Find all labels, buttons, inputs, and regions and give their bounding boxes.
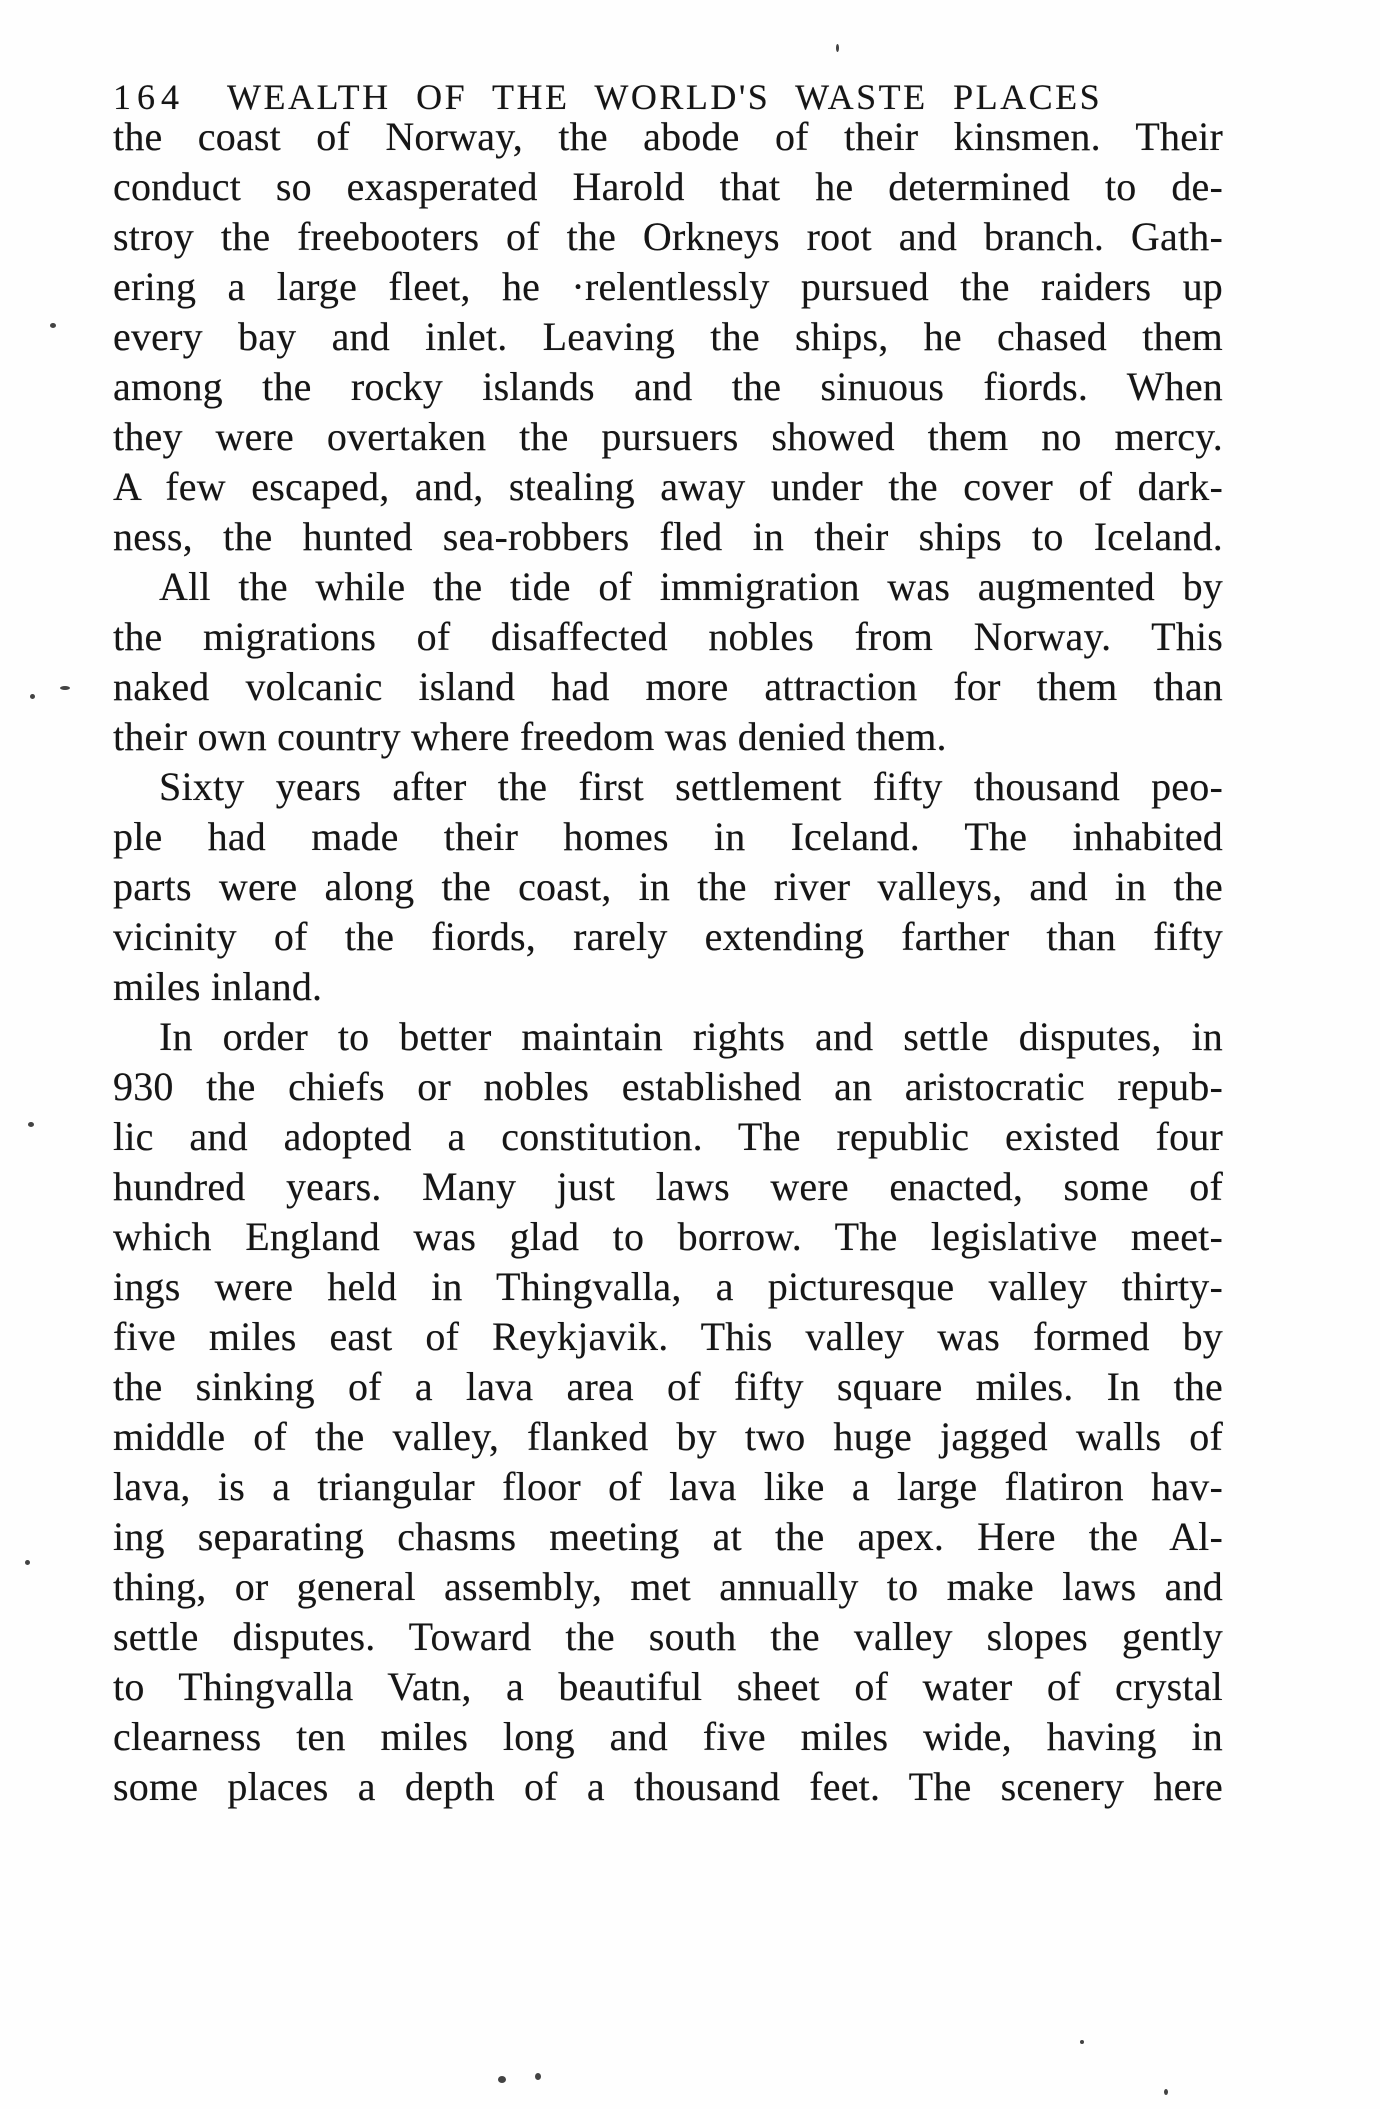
text-line: hundred years. Many just laws were enacted, some of — [113, 1164, 1223, 1209]
text-line: ple had made their homes in Iceland. The inhabited — [113, 814, 1223, 859]
text-line: which England was glad to borrow. The legislative meet- — [113, 1214, 1223, 1259]
text-line: clearness ten miles long and five miles wide, having in — [113, 1714, 1223, 1759]
text-line: 930 the chiefs or nobles established an aristocratic repub- — [113, 1064, 1223, 1109]
text-line: lava, is a triangular floor of lava like a large flatiron hav- — [113, 1464, 1223, 1509]
text-line: parts were along the coast, in the river valleys, and in the — [113, 864, 1223, 909]
text-line: lic and adopted a constitution. The republic existed four — [113, 1114, 1223, 1159]
text-line: In order to better maintain rights and settle disputes, in — [159, 1014, 1223, 1059]
text-line: the coast of Norway, the abode of their kinsmen. Their — [113, 114, 1223, 159]
scan-speck — [1080, 2040, 1084, 2044]
text-line: Sixty years after the first settlement fifty thousand peo- — [159, 764, 1223, 809]
text-line: middle of the valley, flanked by two huge jagged walls of — [113, 1414, 1223, 1459]
text-line: among the rocky islands and the sinuous fiords. When — [113, 364, 1223, 409]
scan-speck — [50, 323, 56, 328]
text-line: ing separating chasms meeting at the apex. Here the Al- — [113, 1514, 1223, 1559]
scan-speck — [836, 44, 839, 52]
text-line: ness, the hunted sea-robbers fled in their ships to Iceland. — [113, 514, 1223, 559]
text-line: five miles east of Reykjavik. This valley was formed by — [113, 1314, 1223, 1359]
scan-speck — [1164, 2089, 1168, 2095]
page-header — [113, 78, 1223, 116]
text-line: ering a large fleet, he ·relentlessly pursued the raiders up — [113, 264, 1223, 309]
scan-speck — [28, 1122, 34, 1127]
text-line: vicinity of the fiords, rarely extending farther than fifty — [113, 914, 1223, 959]
text-line: every bay and inlet. Leaving the ships, he chased them — [113, 314, 1223, 359]
text-line: ings were held in Thingvalla, a picturesque valley thirty- — [113, 1264, 1223, 1309]
scan-speck — [498, 2076, 506, 2083]
text-line: settle disputes. Toward the south the valley slopes gently — [113, 1614, 1223, 1659]
text-line: the sinking of a lava area of fifty square miles. In the — [113, 1364, 1223, 1409]
scan-speck — [60, 686, 70, 690]
scan-speck — [30, 694, 35, 699]
text-line: A few escaped, and, stealing away under the cover of dark- — [113, 464, 1223, 509]
text-line: some places a depth of a thousand feet. The scenery here — [113, 1764, 1223, 1809]
text-line: to Thingvalla Vatn, a beautiful sheet of water of crystal — [113, 1664, 1223, 1709]
text-line: All the while the tide of immigration was augmented by — [159, 564, 1223, 609]
page-number: 164 — [113, 77, 185, 117]
running-title: WEALTH OF THE WORLD'S WASTE PLACES — [227, 77, 1103, 117]
text-line: they were overtaken the pursuers showed them no mercy. — [113, 414, 1223, 459]
text-line: thing, or general assembly, met annually to make laws and — [113, 1564, 1223, 1609]
scan-speck — [535, 2073, 541, 2080]
text-line: miles inland. — [113, 964, 323, 1009]
text-line: their own country where freedom was denied them. — [113, 714, 947, 759]
body-text-block — [113, 112, 1223, 1812]
text-line: stroy the freebooters of the Orkneys root and branch. Gath- — [113, 214, 1223, 259]
text-line: naked volcanic island had more attraction for them than — [113, 664, 1223, 709]
text-line: the migrations of disaffected nobles from Norway. This — [113, 614, 1223, 659]
text-line: conduct so exasperated Harold that he determined to de- — [113, 164, 1223, 209]
scan-speck — [25, 1560, 30, 1565]
